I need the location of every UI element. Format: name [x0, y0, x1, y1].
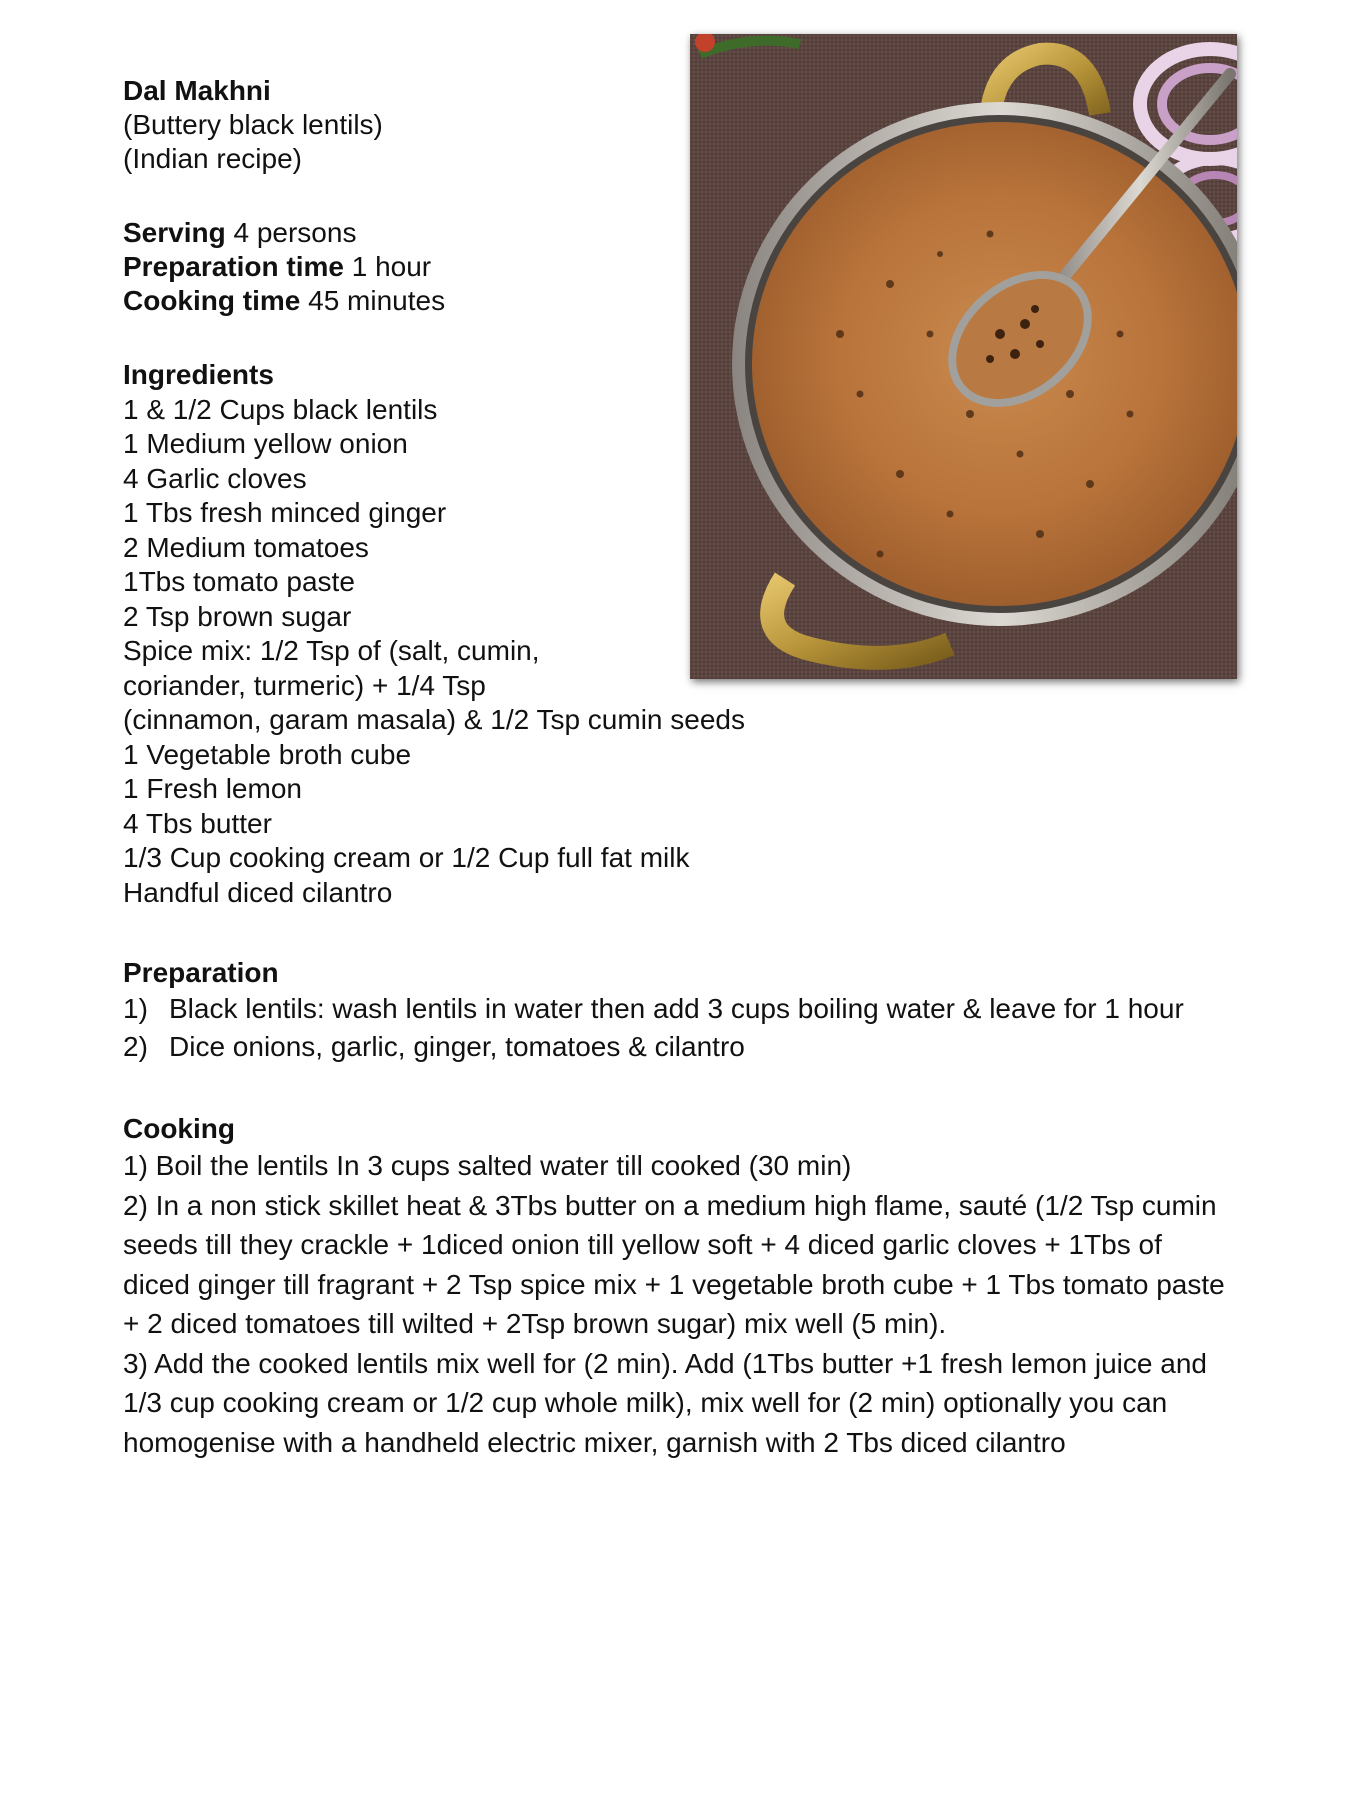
ingredients-section	[123, 358, 1233, 910]
cooking-heading: Cooking	[123, 1113, 235, 1144]
serving-label: Serving	[123, 217, 226, 248]
ingredient-item: 1 Fresh lemon	[123, 773, 302, 804]
recipe-title: Dal Makhni	[123, 75, 271, 106]
ingredient-item: 1Tbs tomato paste	[123, 566, 355, 597]
prep-time-value: 1 hour	[351, 251, 432, 282]
ingredient-item: 1 & 1/2 Cups black lentils	[123, 393, 438, 425]
ingredient-item: 1 Vegetable broth cube	[123, 738, 412, 770]
preparation-section	[123, 956, 1233, 1066]
cooking-step: 3) Add the cooked lentils mix well for (2 min). Add (1Tbs butter +1 fresh lemon juice and 1/3 cup cooking cream or 1/2 cup whole milk), mix well for (2 min) optionally you can homogenise with a handheld electric mixer, garnish with 2 Tbs diced cilantro	[123, 1347, 1207, 1458]
recipe-subtitle: (Buttery black lentils)	[123, 109, 383, 140]
ingredient-item: 2 Medium tomatoes	[123, 531, 369, 563]
preparation-step	[123, 990, 1233, 1028]
ingredient-item: coriander, turmeric) + 1/4 Tsp	[123, 669, 486, 701]
cooking-step: 1) Boil the lentils In 3 cups salted water till cooked (30 min)	[123, 1150, 852, 1181]
preparation-heading: Preparation	[123, 957, 279, 988]
ingredient-item: 4 Tbs butter	[123, 807, 272, 839]
step-number: 2)	[123, 1031, 148, 1062]
cook-time-row	[123, 284, 1233, 318]
cooking-section	[123, 1112, 1233, 1462]
ingredients-heading: Ingredients	[123, 359, 274, 390]
serving-value: 4 persons	[233, 217, 357, 248]
ingredient-item: Spice mix: 1/2 Tsp of (salt, cumin,	[123, 635, 540, 666]
recipe-text	[123, 74, 1233, 1462]
preparation-step	[123, 1028, 1233, 1066]
cook-time-label: Cooking time	[123, 285, 301, 316]
ingredient-item: Handful diced cilantro	[123, 876, 393, 908]
ingredient-item: 1 Tbs fresh minced ginger	[123, 497, 447, 528]
cook-time-value: 45 minutes	[308, 285, 446, 316]
step-text: Black lentils: wash lentils in water then add 3 cups boiling water & leave for 1 hour	[169, 993, 1184, 1024]
prep-time-label: Preparation time	[123, 251, 344, 282]
serving-row	[123, 216, 1233, 250]
ingredient-item: 4 Garlic cloves	[123, 462, 307, 494]
ingredient-item: (cinnamon, garam masala) & 1/2 Tsp cumin seeds	[123, 704, 745, 735]
prep-time-row	[123, 250, 1233, 284]
ingredient-item: 1/3 Cup cooking cream or 1/2 Cup full fat milk	[123, 842, 690, 873]
recipe-cuisine: (Indian recipe)	[123, 143, 302, 174]
step-number: 1)	[123, 993, 148, 1024]
ingredient-item: 1 Medium yellow onion	[123, 428, 408, 459]
step-text: Dice onions, garlic, ginger, tomatoes & cilantro	[169, 1031, 745, 1062]
ingredient-item: 2 Tsp brown sugar	[123, 600, 352, 632]
cooking-step: 2) In a non stick skillet heat & 3Tbs butter on a medium high flame, sauté (1/2 Tsp cumin seeds till they crackle + 1diced onion till yellow soft + 4 diced garlic cloves + 1Tbs of diced ginger till fragrant + 2 Tsp spice mix + 1 vegetable broth cube + 1 Tbs tomato paste + 2 diced tomatoes till wilted + 2Tsp brown sugar) mix well (5 min).	[123, 1189, 1225, 1339]
